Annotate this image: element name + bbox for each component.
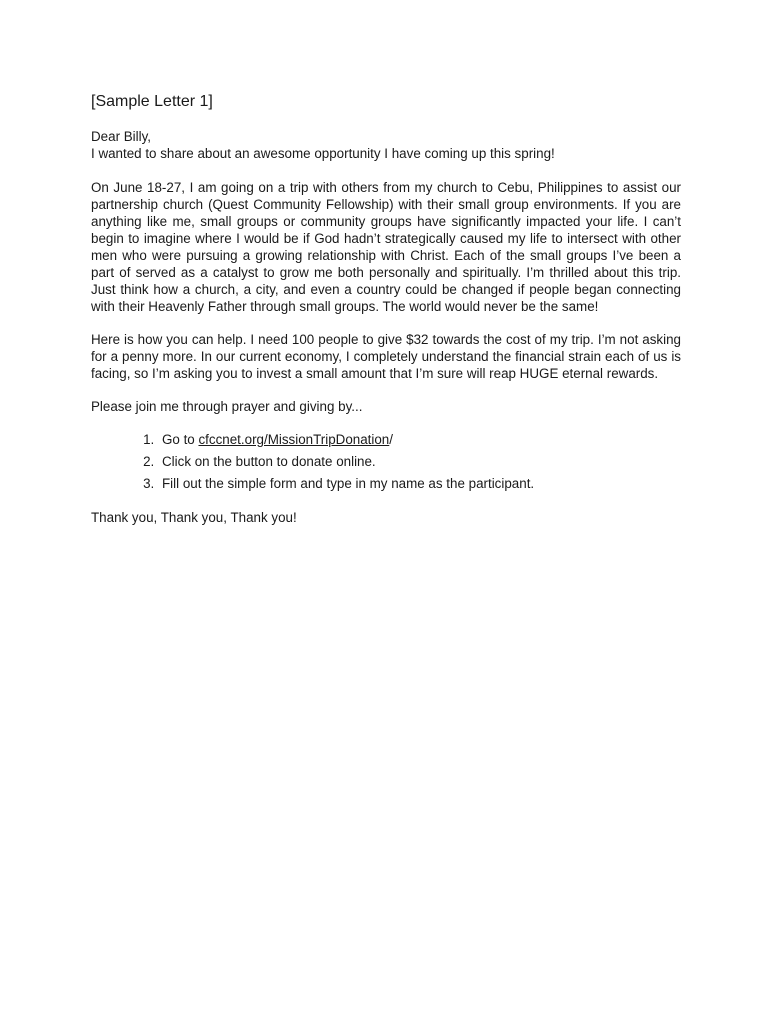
list-item bbox=[158, 475, 681, 492]
step1-suffix: / bbox=[389, 432, 393, 447]
step1-prefix: Go to bbox=[162, 432, 199, 447]
list-item bbox=[158, 453, 681, 470]
step3-text: Fill out the simple form and type in my name as the participant. bbox=[162, 476, 535, 491]
step2-text: Click on the button to donate online. bbox=[162, 454, 376, 469]
letter-title: [Sample Letter 1] bbox=[91, 93, 213, 110]
greeting-block bbox=[91, 128, 681, 162]
trip-paragraph: On June 18-27, I am going on a trip with others from my church to Cebu, Philippines to assist our partnership church (Quest Community Fellowship) with their small group environments. If you are anything like me, small groups or community groups have significantly impacted your life. I can’t begin to imagine where I would be if God hadn’t strategically caused my life to intersect with other men who were pursuing a growing relationship with Christ. Each of the small groups I’ve been a part of served as a catalyst to grow me both personally and spiritually. I’m thrilled about this trip. Just think how a church, a city, and even a country could be changed if people began connecting with their Heavenly Father through small groups. The world would never be the same! bbox=[91, 180, 681, 314]
help-paragraph: Here is how you can help. I need 100 people to give $32 towards the cost of my trip. I’m not asking for a penny more. In our current economy, I completely understand the financial strain each of us is facing, so I’m asking you to invest a small amount that I’m sure will reap HUGE eternal rewards. bbox=[91, 332, 681, 381]
closing-line: Thank you, Thank you, Thank you! bbox=[91, 510, 297, 525]
donation-steps-list bbox=[91, 431, 681, 492]
letter-page bbox=[91, 92, 681, 542]
donation-link[interactable]: cfccnet.org/MissionTripDonation bbox=[198, 432, 390, 447]
salutation: Dear Billy, bbox=[91, 129, 152, 144]
intro-line: I wanted to share about an awesome opportunity I have coming up this spring! bbox=[91, 146, 555, 161]
list-item bbox=[158, 431, 681, 448]
join-paragraph: Please join me through prayer and giving by... bbox=[91, 399, 363, 414]
